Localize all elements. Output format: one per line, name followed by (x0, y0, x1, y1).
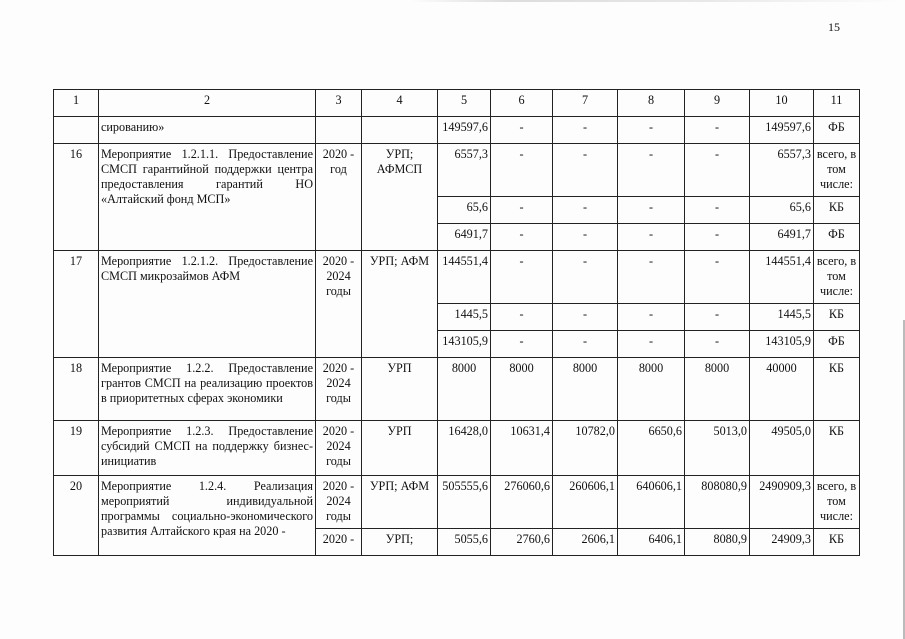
value-cell: 8000 (491, 358, 553, 421)
value-cell: 808080,9 (685, 476, 750, 529)
value-cell: 8080,9 (685, 529, 750, 556)
value-cell: - (685, 304, 750, 331)
table-row (54, 421, 860, 476)
measure-description: Мероприятие 1.2.1.2. Предоставление СМСП микрозаймов АФМ (99, 251, 316, 358)
value-cell: 640606,1 (618, 476, 685, 529)
funding-source: КБ (814, 304, 860, 331)
value-cell: - (685, 331, 750, 358)
value-cell: 8000 (438, 358, 491, 421)
value-cell: - (491, 331, 553, 358)
executor: УРП; АФМ (362, 476, 438, 529)
value-cell: - (618, 117, 685, 144)
executor: УРП (362, 421, 438, 476)
row-number: 20 (54, 476, 99, 556)
value-cell: 2490909,3 (750, 476, 814, 529)
value-cell: 65,6 (438, 197, 491, 224)
value-cell: - (491, 304, 553, 331)
value-cell: 6491,7 (438, 224, 491, 251)
value-cell: 6650,6 (618, 421, 685, 476)
value-cell: 65,6 (750, 197, 814, 224)
funding-source: всего, в том числе: (814, 251, 860, 304)
measure-description: Мероприятие 1.2.4. Реализация мероприятий индивидуальной программы социально-экономического развития Алтайского края на 2020 - (99, 476, 316, 556)
value-cell: 6406,1 (618, 529, 685, 556)
value-cell: - (553, 251, 618, 304)
column-header: 9 (685, 90, 750, 117)
column-header: 4 (362, 90, 438, 117)
funding-source: КБ (814, 358, 860, 421)
column-header: 1 (54, 90, 99, 117)
value-cell: 260606,1 (553, 476, 618, 529)
table-row (54, 117, 860, 144)
executor: УРП; (362, 529, 438, 556)
column-header: 2 (99, 90, 316, 117)
value-cell: - (685, 117, 750, 144)
value-cell: - (491, 197, 553, 224)
value-cell: 8000 (685, 358, 750, 421)
value-cell: - (685, 144, 750, 197)
measure-description: Мероприятие 1.2.1.1. Предоставление СМСП гарантийной поддержки центра предоставления гарантий НО «Алтайский фонд МСП» (99, 144, 316, 251)
table-row (54, 251, 860, 304)
value-cell: - (685, 224, 750, 251)
value-cell: 8000 (553, 358, 618, 421)
value-cell: - (491, 251, 553, 304)
value-cell: 149597,6 (750, 117, 814, 144)
value-cell: - (553, 197, 618, 224)
value-cell: 40000 (750, 358, 814, 421)
column-header: 5 (438, 90, 491, 117)
value-cell: 8000 (618, 358, 685, 421)
value-cell: - (618, 224, 685, 251)
row-number: 16 (54, 144, 99, 251)
row-number: 19 (54, 421, 99, 476)
table-row (54, 144, 860, 197)
value-cell: - (618, 331, 685, 358)
value-cell: - (553, 331, 618, 358)
funding-source: всего, в том числе: (814, 144, 860, 197)
value-cell: - (553, 304, 618, 331)
row-number: 17 (54, 251, 99, 358)
column-header: 8 (618, 90, 685, 117)
funding-source: всего, в том числе: (814, 476, 860, 529)
value-cell: - (685, 251, 750, 304)
value-cell: 144551,4 (750, 251, 814, 304)
value-cell: 143105,9 (750, 331, 814, 358)
value-cell: 10782,0 (553, 421, 618, 476)
value-cell: 49505,0 (750, 421, 814, 476)
value-cell: - (618, 197, 685, 224)
value-cell: - (618, 304, 685, 331)
value-cell: 6557,3 (750, 144, 814, 197)
column-header: 3 (316, 90, 362, 117)
column-header: 6 (491, 90, 553, 117)
executor: УРП; АФМ (362, 251, 438, 358)
program-measures-table (53, 89, 860, 556)
measure-description: Мероприятие 1.2.3. Предоставление субсидий СМСП на поддержку бизнес-инициатив (99, 421, 316, 476)
value-cell: 6491,7 (750, 224, 814, 251)
table-row (54, 476, 860, 529)
value-cell: 505555,6 (438, 476, 491, 529)
funding-source: ФБ (814, 331, 860, 358)
period: 2020 - год (316, 144, 362, 251)
value-cell: 6557,3 (438, 144, 491, 197)
executor: УРП; АФМСП (362, 144, 438, 251)
value-cell: 5055,6 (438, 529, 491, 556)
funding-source: КБ (814, 421, 860, 476)
value-cell: 16428,0 (438, 421, 491, 476)
value-cell: 24909,3 (750, 529, 814, 556)
column-header: 10 (750, 90, 814, 117)
period: 2020 - 2024 годы (316, 476, 362, 529)
value-cell: - (553, 224, 618, 251)
scan-artifact-top (410, 0, 900, 2)
measure-description: сированию» (99, 117, 316, 144)
funding-source: КБ (814, 197, 860, 224)
value-cell: 1445,5 (438, 304, 491, 331)
value-cell: - (553, 117, 618, 144)
value-cell: 149597,6 (438, 117, 491, 144)
table-row (54, 358, 860, 421)
value-cell: - (618, 144, 685, 197)
value-cell: - (491, 224, 553, 251)
value-cell: 2606,1 (553, 529, 618, 556)
value-cell: - (618, 251, 685, 304)
page-number: 15 (828, 20, 840, 34)
value-cell: 144551,4 (438, 251, 491, 304)
value-cell: - (491, 144, 553, 197)
funding-source: ФБ (814, 117, 860, 144)
value-cell: 276060,6 (491, 476, 553, 529)
table-header-row (54, 90, 860, 117)
funding-source: ФБ (814, 224, 860, 251)
value-cell: - (491, 117, 553, 144)
column-header: 11 (814, 90, 860, 117)
executor: УРП (362, 358, 438, 421)
row-number: 18 (54, 358, 99, 421)
value-cell: 1445,5 (750, 304, 814, 331)
period: 2020 - 2024 годы (316, 421, 362, 476)
period: 2020 - 2024 годы (316, 358, 362, 421)
value-cell: - (553, 144, 618, 197)
column-header: 7 (553, 90, 618, 117)
value-cell: - (685, 197, 750, 224)
value-cell: 143105,9 (438, 331, 491, 358)
value-cell: 5013,0 (685, 421, 750, 476)
period: 2020 - 2024 годы (316, 251, 362, 358)
value-cell: 10631,4 (491, 421, 553, 476)
funding-source: КБ (814, 529, 860, 556)
measure-description: Мероприятие 1.2.2. Предоставление грантов СМСП на реализацию проектов в приоритетных сферах экономики (99, 358, 316, 421)
value-cell: 2760,6 (491, 529, 553, 556)
period: 2020 - (316, 529, 362, 556)
